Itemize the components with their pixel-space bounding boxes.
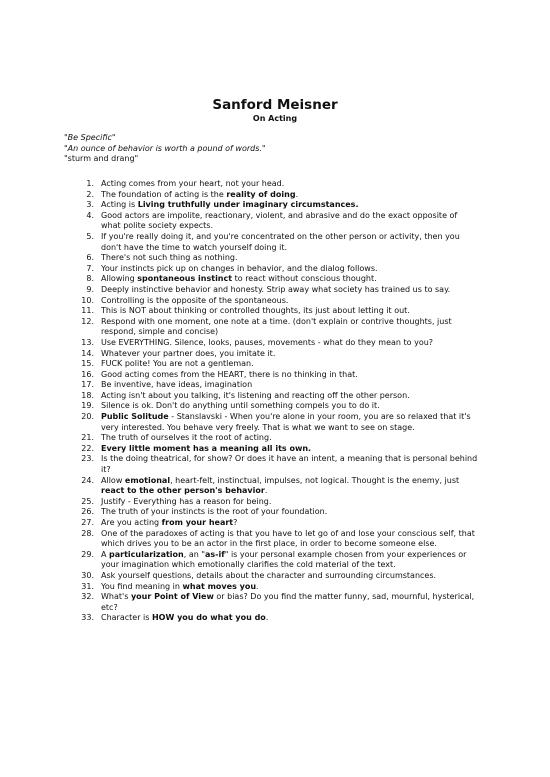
list-item-number: 31. [81, 581, 94, 591]
list-item-number: 17. [81, 380, 94, 390]
list-item-text: Your instincts pick up on changes in behavior, and the dialog follows. [101, 263, 378, 273]
document-title: Sanford Meisner [212, 97, 338, 113]
list-item-text: The truth of ourselves it the root of acting. [101, 433, 272, 443]
list-item-text: The truth of your instincts is the root of your foundation. [101, 507, 328, 517]
list-item [0, 253, 479, 264]
list-item-number: 23. [81, 454, 94, 464]
list-item-text: The foundation of acting is the [101, 189, 227, 199]
list-item [0, 444, 479, 455]
list-item-emphasis: reality of doing [226, 189, 296, 199]
list-item [0, 359, 479, 370]
list-item-number: 26. [81, 507, 94, 517]
list-item [0, 232, 479, 253]
quote-line: "An ounce of behavior is worth a pound of words." [64, 143, 266, 153]
list-item-text: ? [233, 518, 238, 527]
list-item-number: 11. [81, 306, 94, 316]
list-item-text: Is the doing theatrical, for show? Or does it have an intent, a meaning that is personal behind it? [101, 454, 478, 475]
list-item [0, 582, 479, 593]
list-item-text: Allowing [101, 274, 138, 284]
list-item-number: 7. [86, 263, 94, 273]
list-item-number: 6. [86, 253, 94, 263]
quote-block [64, 133, 266, 165]
list-item [0, 433, 479, 444]
list-item-text: This is NOT about thinking or controlled thoughts, its just about letting it out. [101, 306, 410, 316]
list-item-number: 1. [86, 179, 94, 188]
list-item [0, 338, 479, 349]
list-item [0, 380, 479, 391]
list-item [0, 391, 479, 402]
list-item [0, 285, 479, 296]
list-item-text: Deeply instinctive behavior and honesty. Strip away what society has trained us to say. [101, 284, 451, 294]
list-item-text: . [295, 189, 299, 199]
list-item-number: 8. [86, 274, 94, 284]
list-item-text: If you're really doing it, and you're concentrated on the other person or activity, then you don't have the time to watch yourself doing it. [101, 231, 460, 252]
list-item [0, 401, 479, 412]
list-item-emphasis: HOW you do what you do [151, 613, 266, 623]
list-item-number: 20. [81, 412, 94, 422]
list-item-emphasis: emotional [124, 475, 171, 485]
list-item-number: 12. [81, 316, 94, 326]
list-item-text: , an " [183, 549, 206, 559]
document-subtitle: On Acting [252, 114, 298, 123]
list-item-text: Acting isn't about you talking, it's listening and reacting off the other person. [101, 390, 410, 400]
list-item [0, 476, 479, 497]
list-item-text: Whatever your partner does, you imitate it. [101, 348, 276, 358]
list-item-number: 19. [81, 401, 94, 411]
list-item-emphasis: from your heart [161, 518, 234, 527]
list-item-text: What's [101, 592, 131, 602]
list-item [0, 454, 479, 475]
list-item-text: Allow [101, 475, 125, 485]
list-item-emphasis: your Point of View [130, 592, 214, 602]
list-item-number: 10. [81, 295, 94, 305]
list-item-text: There's not such thing as nothing. [101, 253, 238, 263]
list-item [0, 529, 479, 550]
list-item-text: A [101, 549, 110, 559]
list-item [0, 518, 479, 529]
list-item [0, 317, 479, 338]
list-item [0, 200, 479, 211]
list-item [0, 497, 479, 508]
quote-line: "Be Specific" [64, 133, 116, 142]
list-item-number: 4. [86, 210, 94, 220]
list-item-text: or bias? Do you find the matter funny, sad, mournful, hysterical, etc? [101, 592, 475, 612]
list-item [0, 274, 479, 285]
list-item-text: Respond with one moment, one note at a time. (don't explain or contrive thoughts, just respond, simple and concise) [101, 316, 452, 337]
list-item-text: , heart-felt, instinctual, impulses, not logical. Thought is the enemy, just [170, 475, 460, 485]
list-item-number: 16. [81, 369, 94, 379]
list-item-number: 33. [81, 613, 94, 623]
list-item-emphasis: Public Solitude [101, 412, 169, 422]
list-item-text: to react without conscious thought. [232, 274, 377, 284]
list-item-number: 28. [81, 528, 94, 538]
list-item-number: 9. [86, 284, 94, 294]
list-item-emphasis: spontaneous instinct [137, 274, 233, 284]
list-item-number: 30. [81, 570, 94, 580]
list-item-number: 21. [81, 433, 94, 443]
list-item-number: 32. [81, 592, 94, 602]
list-item-number: 27. [81, 518, 94, 527]
list-item-emphasis: particularization [109, 549, 184, 559]
list-item [0, 296, 479, 307]
list-item [0, 550, 479, 571]
list-item-text: " is your personal example chosen from your experiences or your imagination which emotionally clarifies the cold material of the text. [101, 549, 467, 570]
list-item-number: 15. [81, 359, 94, 369]
quote-line: "sturm and drang" [64, 154, 139, 163]
list-item-text: Use EVERYTHING. Silence, looks, pauses, movements - what do they mean to you? [101, 337, 434, 347]
list-item-number: 29. [81, 549, 94, 559]
list-item-number: 22. [81, 443, 94, 453]
list-item-number: 2. [86, 189, 94, 199]
list-item [0, 349, 479, 360]
list-item-text: Good actors are impolite, reactionary, violent, and abrasive and do the exact opposite of what polite society expects. [101, 210, 458, 231]
list-item [0, 211, 479, 232]
list-item [0, 179, 479, 190]
list-item [0, 190, 479, 201]
list-item-text: . [264, 486, 268, 496]
list-item-number: 24. [81, 475, 94, 485]
list-item-emphasis: what moves you [182, 581, 257, 591]
list-item [0, 613, 479, 624]
list-item [0, 306, 479, 317]
list-item-emphasis: Living truthfully under imaginary circumstances. [137, 200, 359, 210]
list-item-text: - Stanslavski - When you're alone in your room, you are so relaxed that it's very interested. You behave very freely. That is what we want to see on stage. [101, 412, 471, 432]
list-item-text: Controlling is the opposite of the spontaneous. [101, 295, 289, 305]
list-item-emphasis: react to the other person's behavior [101, 486, 265, 496]
list-item-text: Be inventive, have ideas, imagination [101, 380, 253, 390]
list-item-text: Acting is [101, 200, 138, 210]
list-item-number: 13. [81, 337, 94, 347]
list-item-text: Silence is ok. Don't do anything until something compels you to do it. [101, 401, 380, 411]
list-item-text: Good acting comes from the HEART, there is no thinking in that. [101, 369, 358, 379]
list-item-number: 3. [86, 200, 94, 210]
list-item [0, 507, 479, 518]
list-item-text: One of the paradoxes of acting is that you have to let go of and lose your conscious self, that which drives you to be an actor in the first place, in order to become someone else. [101, 528, 475, 549]
list-item [0, 571, 479, 582]
list-item-text: Character is [101, 613, 152, 623]
list-item-text: . [256, 581, 259, 591]
list-item-emphasis: as-if [205, 549, 225, 559]
numbered-list [0, 179, 550, 624]
list-item [0, 370, 479, 381]
list-item-text: . [265, 613, 269, 623]
list-item [0, 412, 479, 433]
list-item [0, 264, 479, 275]
list-item-number: 18. [81, 390, 94, 400]
list-item-text: FUCK polite! You are not a gentleman. [101, 359, 254, 369]
list-item-text: Ask yourself questions, details about the character and surrounding circumstances. [101, 570, 437, 580]
list-item-text: Justify - Everything has a reason for being. [101, 496, 272, 506]
list-item-number: 5. [86, 231, 94, 241]
list-item-text: You find meaning in [101, 581, 183, 591]
list-item-text: Are you acting [101, 518, 162, 527]
list-item [0, 592, 479, 613]
list-item-emphasis: Every little moment has a meaning all its own. [101, 443, 312, 453]
list-item-number: 25. [81, 496, 94, 506]
list-item-number: 14. [81, 348, 94, 358]
list-item-text: Acting comes from your heart, not your head. [101, 179, 285, 188]
